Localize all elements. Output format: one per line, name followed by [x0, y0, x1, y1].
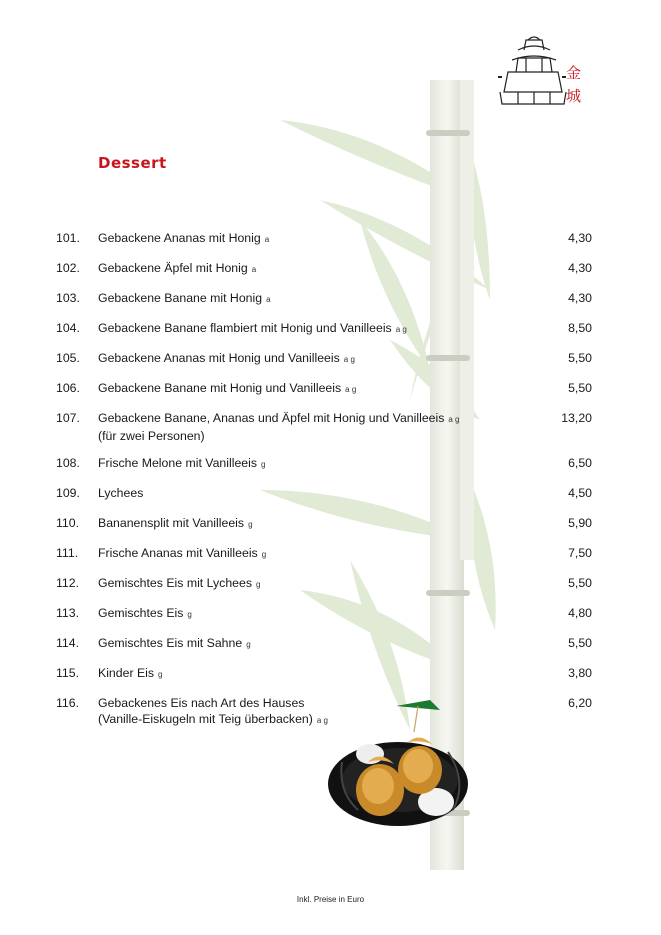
item-description	[98, 575, 538, 593]
item-number: 116.	[56, 696, 80, 710]
item-number: 104.	[56, 321, 80, 335]
item-description	[98, 290, 538, 308]
item-number: 102.	[56, 261, 80, 275]
allergen-codes: g	[187, 610, 192, 619]
item-description	[98, 380, 538, 398]
item-price: 7,50	[568, 546, 592, 560]
item-subtitle-text: (Vanille-Eiskugeln mit Teig überbacken)	[98, 712, 313, 726]
item-name: Gemischtes Eis mit Lychees	[98, 576, 252, 590]
allergen-codes: g	[158, 670, 163, 679]
item-price: 4,50	[568, 486, 592, 500]
item-price: 6,20	[568, 696, 592, 710]
item-price: 5,50	[568, 576, 592, 590]
item-price: 4,30	[568, 231, 592, 245]
item-number: 108.	[56, 456, 80, 470]
allergen-codes: a g	[345, 385, 357, 394]
item-price: 13,20	[561, 411, 592, 425]
item-name: Gebackene Banane mit Honig	[98, 291, 263, 305]
item-description	[98, 455, 538, 473]
item-name: Gebackenes Eis nach Art des Hauses	[98, 696, 305, 710]
item-name: Frische Melone mit Vanilleeis	[98, 456, 258, 470]
item-price: 5,90	[568, 516, 592, 530]
item-price: 8,50	[568, 321, 592, 335]
logo-char-1: 金	[566, 64, 582, 82]
item-description	[98, 665, 538, 683]
allergen-codes: a g	[316, 716, 328, 725]
item-name: Gebackene Banane, Ananas und Äpfel mit Honig und Vanilleeis	[98, 411, 445, 425]
item-price: 5,50	[568, 636, 592, 650]
item-subtitle	[98, 428, 538, 444]
item-number: 101.	[56, 231, 80, 245]
item-number: 113.	[56, 606, 80, 620]
item-description	[98, 605, 538, 623]
item-number: 109.	[56, 486, 80, 500]
item-name: Lychees	[98, 486, 144, 500]
item-name: Gebackene Ananas mit Honig und Vanilleeis	[98, 351, 340, 365]
item-name: Gebackene Banane mit Honig und Vanilleeis	[98, 381, 342, 395]
item-number: 105.	[56, 351, 80, 365]
item-name: Gemischtes Eis mit Sahne	[98, 636, 243, 650]
item-subtitle-text: (für zwei Personen)	[98, 429, 205, 443]
item-description	[98, 485, 538, 501]
item-name: Gebackene Banane flambiert mit Honig und Vanilleeis	[98, 321, 392, 335]
allergen-codes: g	[261, 460, 266, 469]
item-number: 115.	[56, 666, 80, 680]
item-number: 107.	[56, 411, 80, 425]
allergen-codes: a	[264, 235, 270, 244]
item-price: 4,30	[568, 291, 592, 305]
item-name: Gebackene Äpfel mit Honig	[98, 261, 248, 275]
section-title: Dessert	[98, 154, 167, 172]
item-name: Gemischtes Eis	[98, 606, 184, 620]
item-number: 106.	[56, 381, 80, 395]
item-price: 3,80	[568, 666, 592, 680]
allergen-codes: g	[246, 640, 251, 649]
allergen-codes: g	[261, 550, 267, 559]
item-description	[98, 230, 538, 248]
item-description	[98, 350, 538, 368]
item-price: 6,50	[568, 456, 592, 470]
allergen-codes: a	[251, 265, 257, 274]
item-number: 111.	[56, 546, 79, 560]
allergen-codes: a g	[395, 325, 407, 334]
item-description	[98, 260, 538, 278]
allergen-codes: g	[256, 580, 261, 589]
allergen-codes: a	[266, 295, 271, 304]
allergen-codes: a g	[448, 415, 460, 424]
item-description	[98, 320, 538, 338]
logo-characters	[566, 62, 586, 108]
footer-note: Inkl. Preise in Euro	[296, 895, 365, 904]
item-description	[98, 515, 538, 533]
item-price: 5,50	[568, 351, 592, 365]
item-price: 4,80	[568, 606, 592, 620]
item-number: 112.	[56, 576, 80, 590]
item-number: 110.	[56, 516, 80, 530]
item-description	[98, 410, 538, 444]
item-price: 5,50	[568, 381, 592, 395]
item-name: Kinder Eis	[98, 666, 155, 680]
item-price: 4,30	[568, 261, 592, 275]
item-description	[98, 545, 538, 563]
item-name: Frische Ananas mit Vanilleeis	[98, 546, 258, 560]
allergen-codes: g	[248, 520, 253, 529]
item-number: 114.	[56, 636, 80, 650]
item-number: 103.	[56, 291, 80, 305]
logo-char-2: 城	[566, 87, 582, 105]
item-name: Bananensplit mit Vanilleeis	[98, 516, 245, 530]
item-name: Gebackene Ananas mit Honig	[98, 231, 261, 245]
fried-ice-cream-photo	[328, 692, 473, 832]
item-description	[98, 635, 538, 653]
allergen-codes: a g	[343, 355, 355, 364]
